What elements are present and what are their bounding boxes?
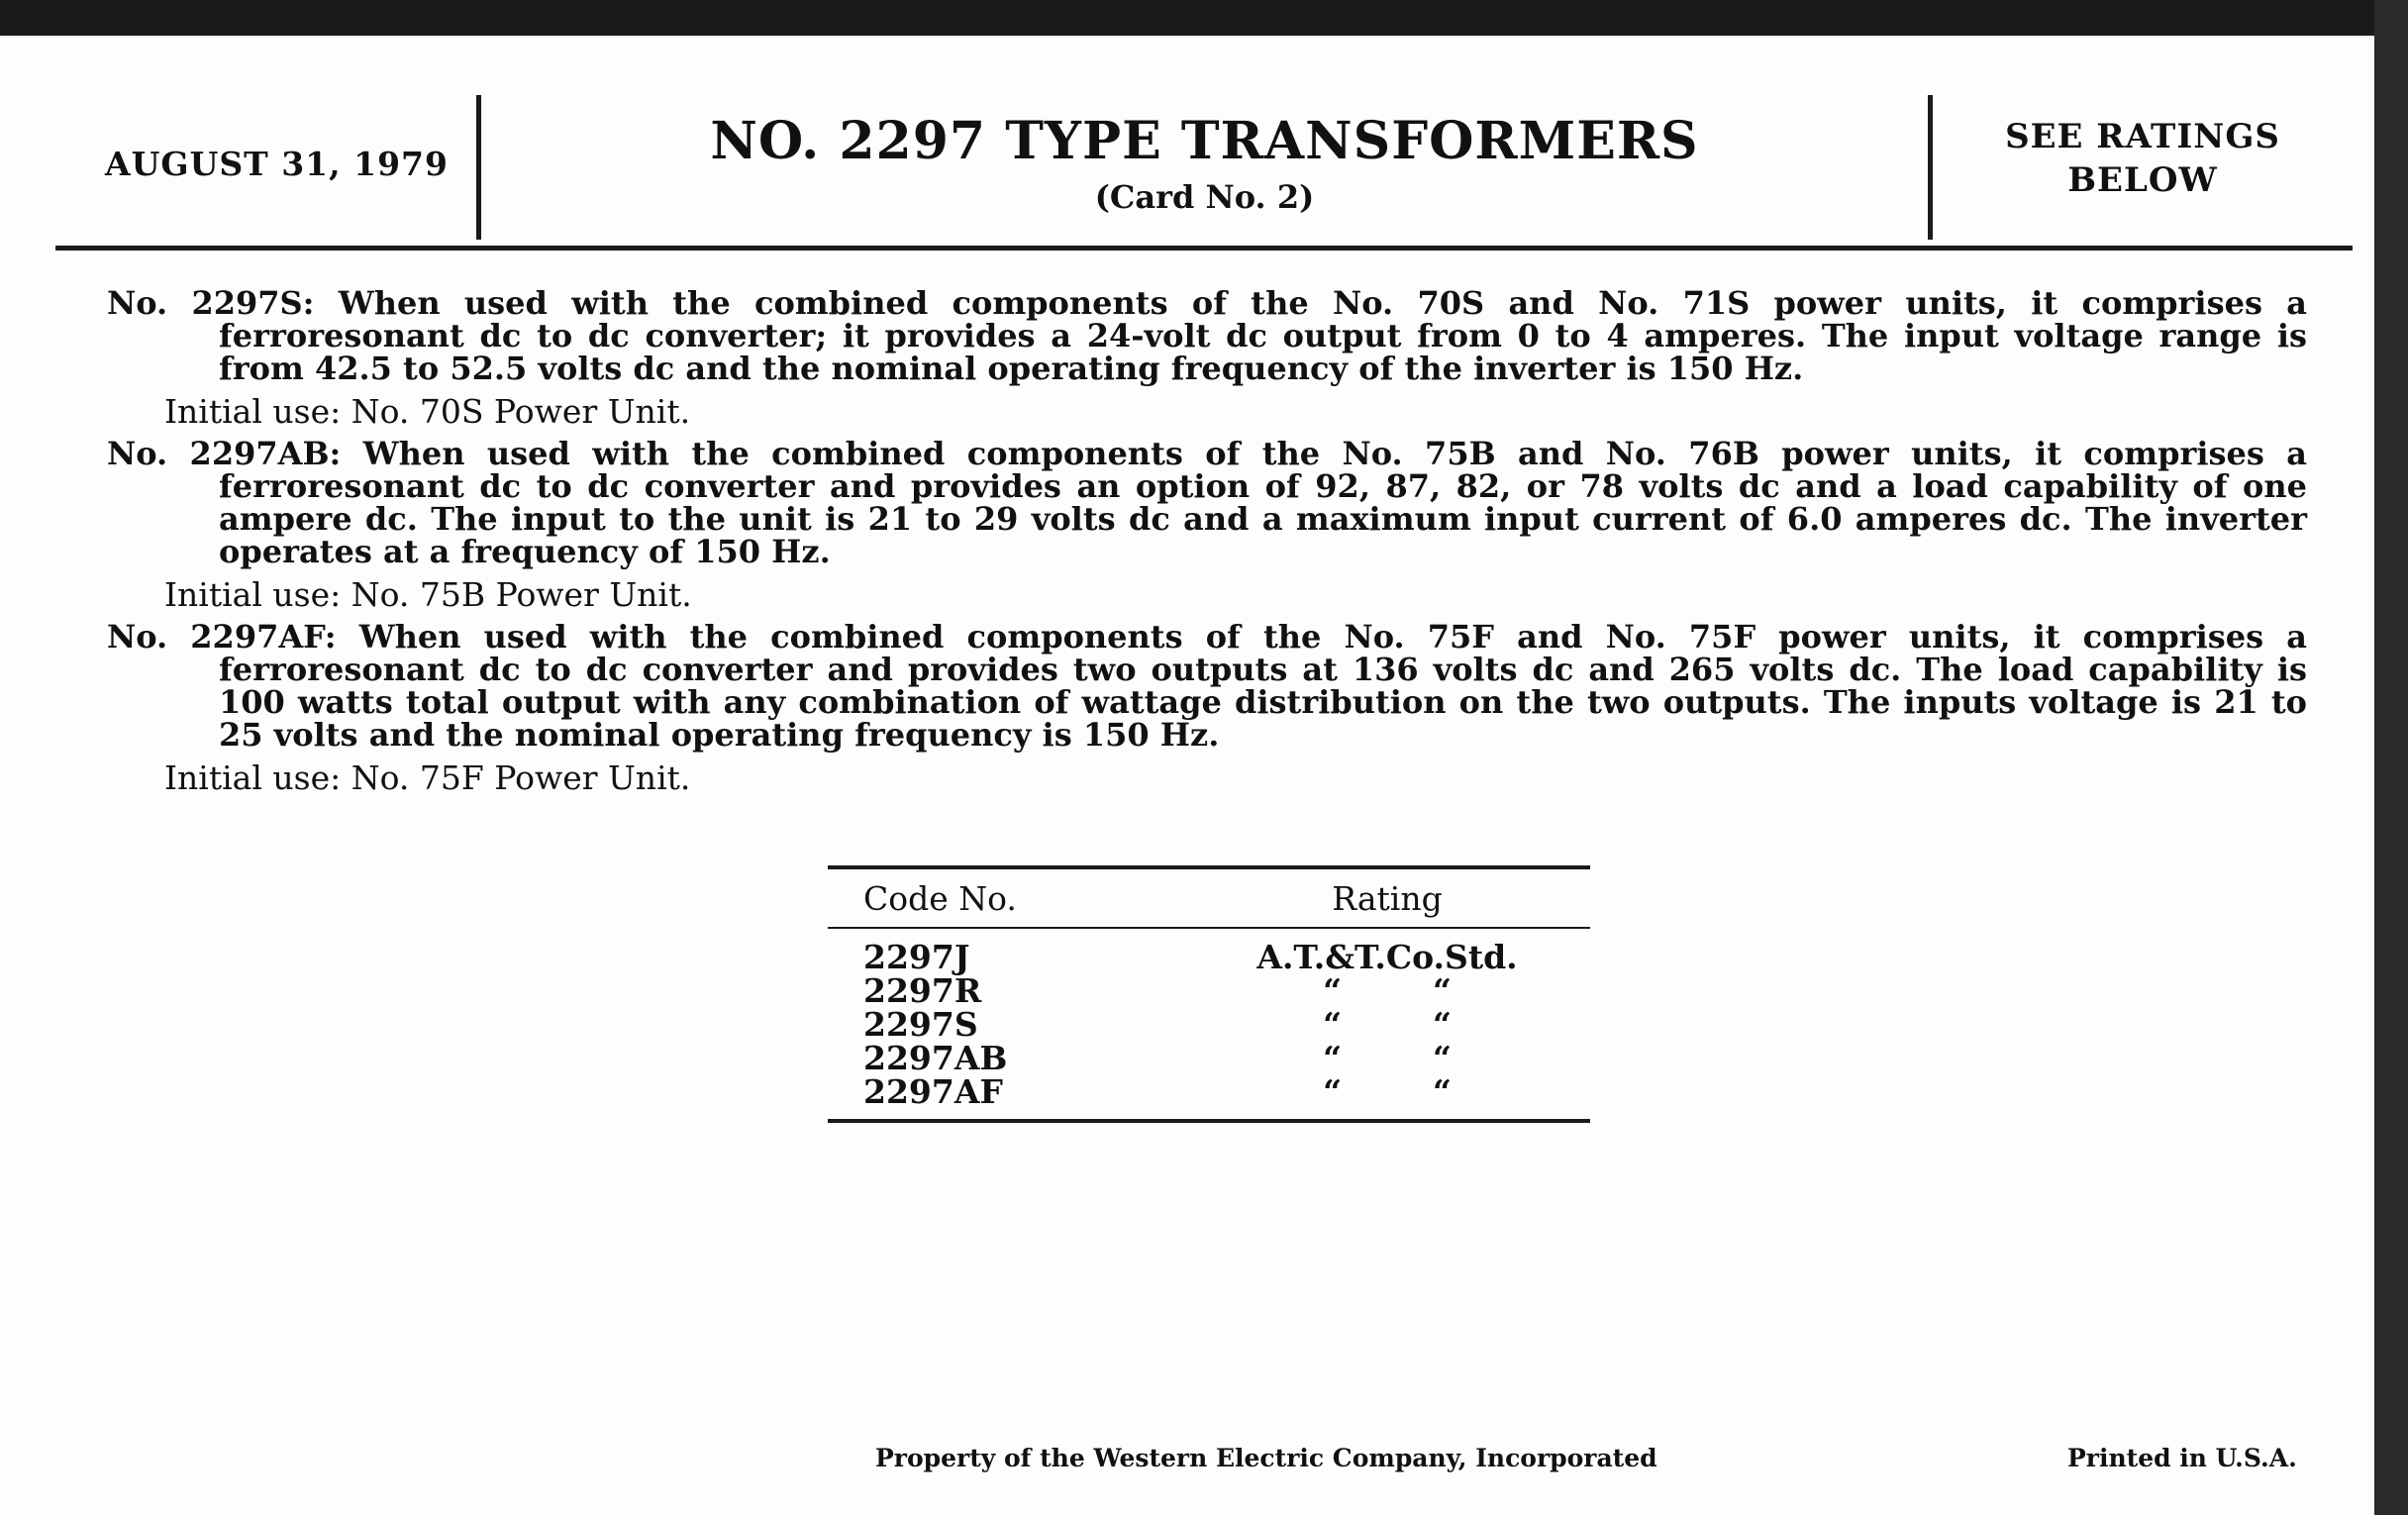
table-body: [828, 929, 1590, 1119]
code-cell: 2297R: [863, 971, 982, 1010]
footer-printed: Printed in U.S.A.: [2067, 1444, 2297, 1472]
page-title: NO. 2297 TYPE TRANSFORMERS: [710, 111, 1699, 171]
entry-initial-use: Initial use: No. 70S Power Unit.: [164, 392, 691, 431]
table-row: [828, 1039, 1590, 1077]
column-header-code: Code No.: [863, 878, 1017, 918]
ratings-note-line-1: SEE RATINGS: [2005, 117, 2280, 156]
card-header: [55, 63, 2353, 251]
entry-description: No. 2297AF: When used with the combined components of the No. 75F and No. 75F power units, it comprises a ferroresonant dc to dc converter and provides two outputs at 136 volts dc and 265 volts dc. The load capability is 100 watts total output with any combination of wattage distribution on the two outputs. The inputs voltage is 21 to 25 volts and the nominal operating frequency is 150 Hz.: [107, 618, 2307, 754]
scan-edge: [2374, 0, 2408, 1515]
code-cell: 2297AB: [863, 1039, 1008, 1077]
issue-date: AUGUST 31, 1979: [105, 145, 449, 183]
rating-cell: “ “: [1323, 1005, 1452, 1044]
ratings-table: [828, 865, 1590, 1123]
rating-cell: A.T.&T.Co.Std.: [1256, 938, 1518, 976]
entry-description: No. 2297S: When used with the combined components of the No. 70S and No. 71S power units, it comprises a ferroresonant dc to dc converter; it provides a 24-volt dc output from 0 to 4 amperes. The input voltage range is from 42.5 to 52.5 volts dc and the nominal operating frequency of the inverter is 150 Hz.: [107, 284, 2307, 387]
rating-cell: “ “: [1323, 1072, 1452, 1111]
footer-property: Property of the Western Electric Company, Incorporated: [875, 1444, 1657, 1472]
title-block: [481, 111, 1928, 216]
rating-cell: “ “: [1323, 1039, 1452, 1077]
entries-section: [107, 284, 2307, 804]
table-row: [828, 971, 1590, 1010]
entry-initial-use: Initial use: No. 75B Power Unit.: [164, 575, 692, 614]
table-header-row: [828, 869, 1590, 929]
rating-cell: “ “: [1323, 971, 1452, 1010]
ratings-note: [1933, 115, 2353, 202]
ratings-note-line-2: BELOW: [2067, 160, 2218, 200]
code-cell: 2297J: [863, 938, 970, 976]
entry-2297af: [107, 618, 2307, 797]
entry-initial-use: Initial use: No. 75F Power Unit.: [164, 758, 691, 797]
entry-2297s: [107, 284, 2307, 431]
code-cell: 2297S: [863, 1005, 978, 1044]
catalog-card: [0, 36, 2374, 1515]
code-cell: 2297AF: [863, 1072, 1003, 1111]
entry-description: No. 2297AB: When used with the combined components of the No. 75B and No. 76B power units, it comprises a ferroresonant dc to dc converter and provides an option of 92, 87, 82, or 78 volts dc and a load capability of one ampere dc. The input to the unit is 21 to 29 volts dc and a maximum input current of 6.0 amperes dc. The inverter operates at a frequency of 150 Hz.: [107, 435, 2307, 570]
table-row: [828, 938, 1590, 976]
table-row: [828, 1005, 1590, 1044]
table-row: [828, 1072, 1590, 1111]
entry-2297ab: [107, 435, 2307, 614]
card-number: (Card No. 2): [1094, 178, 1315, 216]
column-header-rating: Rating: [1332, 878, 1443, 918]
